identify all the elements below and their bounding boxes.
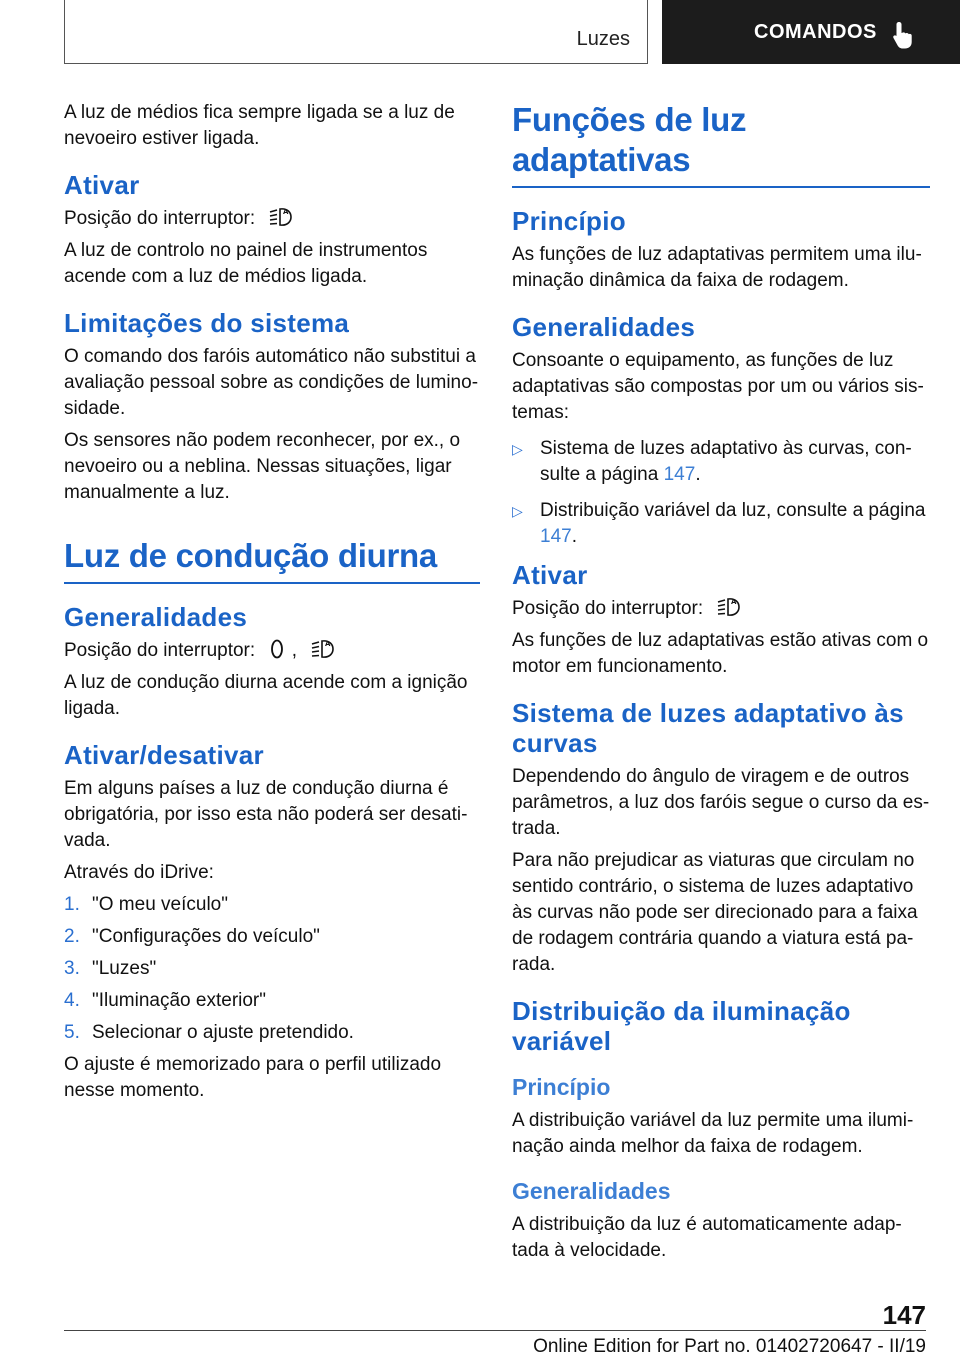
bullet-text: Distribuição variável da luz, consulte a página [540,500,926,521]
principio-text: As funções de luz adaptativas permitem uma iluminação dinâmica da faixa de rodagem. [512,244,922,291]
list-item [512,498,930,550]
step-text: "Iluminação exterior" [92,990,267,1011]
idrive-steps-list [64,892,480,1046]
step-text: "Configurações do veículo" [92,926,320,947]
page-number: 147 [882,1300,926,1330]
footer-edition: Online Edition for Part no. 01402720647 - II/19 [533,1336,926,1357]
step-number: 1. [64,894,80,915]
ativar-desativar-p3: O ajuste é memorizado para o perfil utilizado nesse momento. [64,1054,442,1101]
limitacoes-p1: O comando dos faróis automático não substitui a avaliação pessoal sobre as condições de luminosidade. [64,346,479,419]
step-number: 2. [64,926,80,947]
switch-off-icon [268,638,286,660]
ativar-text: A luz de controlo no painel de instrumentos acende com a luz de médios ligada. [64,240,428,287]
right-switch-label: Posição do interruptor: [512,598,704,619]
right-switch-line [512,596,930,622]
intro-paragraph: A luz de médios fica sempre ligada se a luz de nevoeiro estiver ligada. [64,102,455,149]
ativar-desativar-p1: Em alguns países a luz de condução diurna é obrigatória, por isso esta não poderá ser desativada. [64,778,468,851]
heading-sistema-curvas: Sistema de luzes adaptativo às curvas [512,698,904,758]
page-link[interactable]: 147 [663,464,696,485]
diurna-text: A luz de condução diurna acende com a ignição ligada. [64,672,468,719]
hand-pointer-icon [890,20,918,50]
ativar-desativar-p2: Através do iDrive: [64,862,214,883]
diurna-switch-line [64,638,480,664]
generalidades-text: Consoante o equipamento, as funções de luz adaptativas são compostas por um ou vários sistemas: [512,350,924,423]
footer-divider [64,1330,926,1331]
svg-text:A: A [283,208,289,216]
header-section-title: Luzes [576,28,630,50]
heading-principio: Princípio [512,206,626,236]
distribuicao-principio-text: A distribuição variável da luz permite uma iluminação ainda melhor da faixa de rodagem. [512,1110,914,1157]
bullet-end: . [695,464,701,485]
list-item-text [540,498,930,550]
step-number: 4. [64,990,80,1011]
limitacoes-p2: Os sensores não podem reconhecer, por ex., o nevoeiro ou a neblina. Nessas situações, ligar manualmente a luz. [64,430,461,503]
heading-distribuicao: Distribuição da iluminação variável [512,996,851,1056]
right-ativar-text: As funções de luz adaptativas estão ativas com o motor em funcionamento. [512,630,929,677]
list-item [64,892,480,918]
auto-light-icon [716,596,742,618]
list-item [64,956,480,982]
auto-light-icon [310,638,336,660]
right-column [512,100,930,1270]
step-number: 5. [64,1022,80,1043]
header-frame [64,0,648,64]
step-number: 3. [64,958,80,979]
list-item [512,436,930,488]
heading-ativar: Ativar [64,170,140,200]
svg-text:A: A [731,598,737,606]
curvas-p1: Dependendo do ângulo de viragem e de outros parâmetros, a luz dos faróis segue o curso da estrada. [512,766,930,839]
bullet-triangle-icon: ▷ [512,503,523,519]
list-item-text [540,436,930,488]
step-text: Selecionar o ajuste pretendido. [92,1022,354,1043]
step-text: "O meu veículo" [92,894,228,915]
bullet-end: . [571,526,577,547]
diurna-switch-label: Posição do interruptor: [64,640,256,661]
header-chapter-label: COMANDOS [754,20,877,43]
switch-position-line [64,206,480,232]
page-link[interactable]: 147 [540,526,572,547]
systems-list [512,436,930,550]
distribuicao-generalidades-text: A distribuição da luz é automaticamente adaptada à velocidade. [512,1214,902,1261]
diurna-switch-separator: , [291,640,298,661]
heading-generalidades: Generalidades [512,312,696,342]
curvas-p2: Para não prejudicar as viaturas que circulam no sentido contrário, o sistema de luzes adaptativo às curvas não pode ser direcionado para a faixa de rodagem contrária quando a viatura está parada. [512,850,918,975]
heading-ativar-right: Ativar [512,560,588,590]
bullet-text: Sistema de luzes adaptativo às curvas, consulte a página [540,438,912,485]
heading-ativar-desativar: Ativar/desativar [64,740,264,770]
heading-generalidades-distribuicao: Generalidades [512,1178,671,1204]
list-item [64,1020,480,1046]
heading-generalidades-diurna: Generalidades [64,602,248,632]
bullet-triangle-icon: ▷ [512,441,523,457]
left-column [64,100,480,1110]
header-chapter-tab [662,0,960,64]
step-text: "Luzes" [92,958,157,979]
list-item [64,924,480,950]
heading-limitacoes: Limitações do sistema [64,308,350,338]
heading-funcoes-adaptativas: Funções de luz adaptativas [512,100,930,188]
low-beam-icon [268,206,294,228]
switch-position-label: Posição do interruptor: [64,208,256,229]
list-item [64,988,480,1014]
heading-luz-diurna: Luz de condução diurna [64,536,480,584]
heading-principio-distribuicao: Princípio [512,1074,611,1100]
svg-text:A: A [325,640,331,648]
